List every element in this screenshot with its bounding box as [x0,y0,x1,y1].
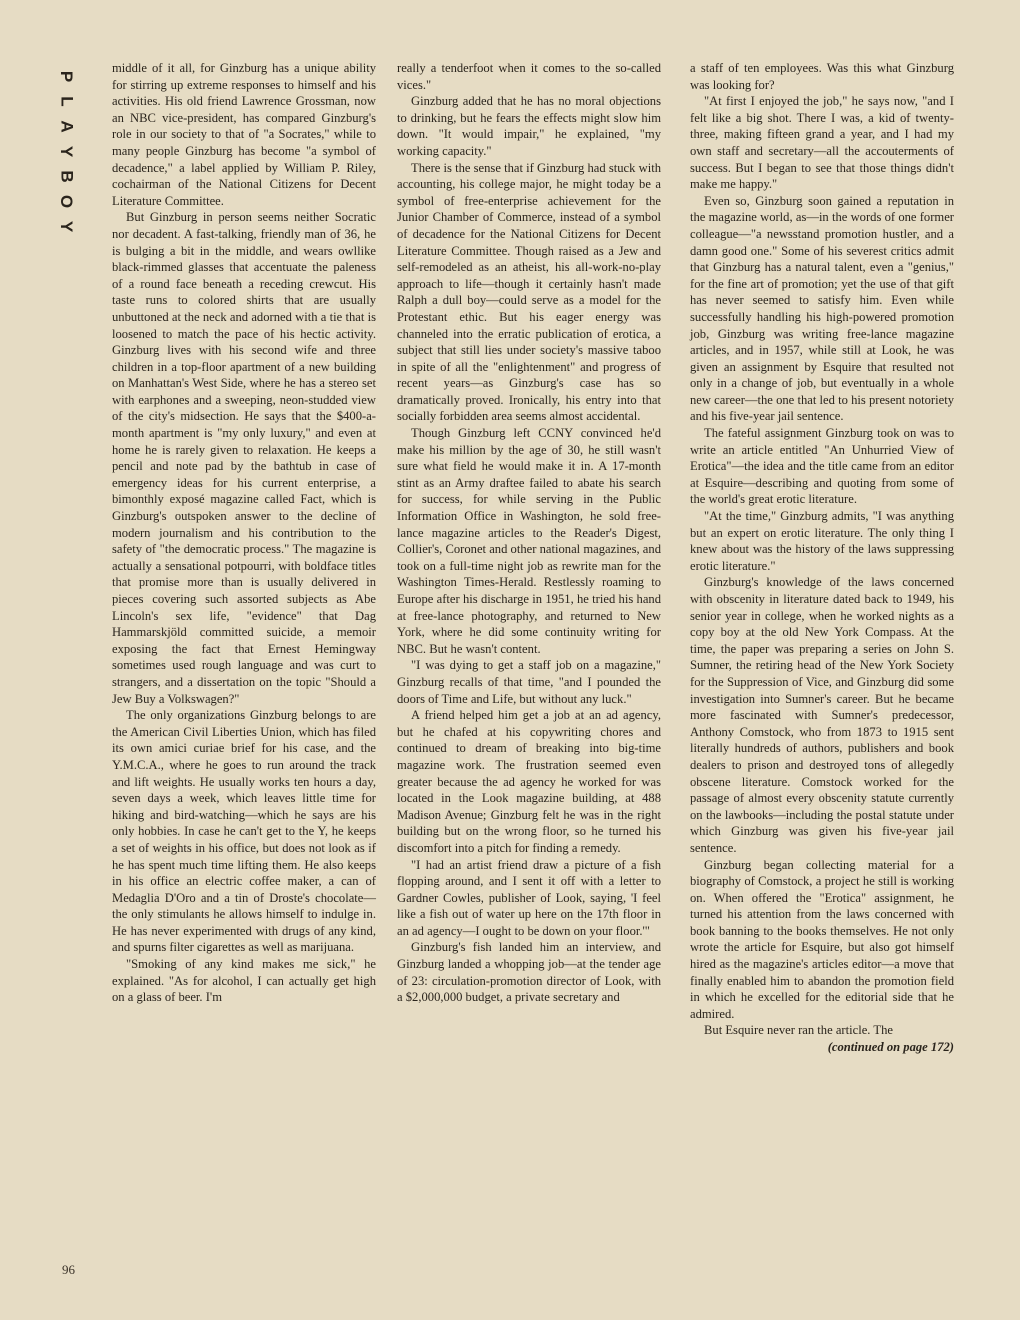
masthead-letter: Y [57,145,77,158]
paragraph: "I had an artist friend draw a picture of a fish flopping around, and I sent it off with a letter to Gardner Cowles, publisher of Look, saying, 'I feel like a fish out of water up here on the 17th floor in an ad agency—I ought to be down on your floor.'" [397,857,661,938]
text-column-3 [690,60,954,1056]
paragraph: Ginzburg added that he has no moral objections to drinking, but he fears the effects might slow him down. "It would impair," he explained, "my working capacity." [397,94,661,158]
paragraph: But Ginzburg in person seems neither Socratic nor decadent. A fast-talking, friendly man of 36, he is bulging a bit in the middle, and wears owllike black-rimmed glasses that accentuate the paleness of a round face beneath a receding crewcut. His taste runs to colored shirts that are usually unbuttoned at the neck and adorned with a tie that is loosened to match the pace of his hectic activity. Ginzburg lives with his second wife and three children in a top-floor apartment of a new building on Manhattan's West Side, where he has a stereo set with earphones and a sweeping, neon-studded view of the city's midsection. He says that the $400-a-month apartment is "my only luxury," and even at home he is rarely given to relaxation. He keeps a pencil and note pad by the bathtub in case of emergency ideas for his current enterprise, a bimonthly exposé magazine called Fact, which is Ginzburg's outspoken answer to the decline of modern journalism and his contribution to the safety of "the democratic process." The magazine is actually a sensational potpourri, with boldface titles that promise more than is usually delivered in pieces covering such assorted subjects as Abe Lincoln's sex life, "evidence" that Dag Hammarskjöld committed suicide, a memoir exposing the fact that Ernest Hemingway sometimes used rough language and was curt to strangers, and a dissertation on the topic "Should a Jew Buy a Volkswagen?" [112,210,376,706]
paragraph: The only organizations Ginzburg belongs to are the American Civil Liberties Union, which has filed its own amici curiae brief for his case, and the Y.M.C.A., where he goes to run around the track and lift weights. He usually works ten hours a day, seven days a week, which leaves little time for hiking and bird-watching—which he says are his only hobbies. In case he can't get to the Y, he keeps a set of weights in his office, but does not look as if he has spent much time lifting them. He also keeps in his office an electric coffee maker, a can of Medaglia D'Oro and a tin of Droste's chocolate—the only stimulants he allows himself to indulge in. He has never experimented with drugs of any kind, and spurns filter cigarettes as well as marijuana. [112,708,376,955]
paragraph: "I was dying to get a staff job on a magazine," Ginzburg recalls of that time, "and I pounded the doors of Time and Life, but without any luck." [397,658,661,706]
page-number: 96 [62,1262,75,1277]
paragraph: a staff of ten employees. Was this what Ginzburg was looking for? [690,61,954,92]
masthead-letter: O [57,194,77,209]
paragraph: "Smoking of any kind makes me sick," he explained. "As for alcohol, I can actually get high on a glass of beer. I'm [112,957,376,1005]
masthead-vertical [56,64,78,239]
paragraph: Ginzburg began collecting material for a biography of Comstock, a project he still is working on. When offered the "Erotica" assignment, he turned his attention from the laws concerned with book banning to the books themselves. He not only wrote the article for Esquire, but also got himself hired as the magazine's articles editor—a move that finally enabled him to abandon the promotion field in which he excelled for the editorial side that he admired. [690,857,954,1021]
paragraph: Though Ginzburg left CCNY convinced he'd make his million by the age of 30, he still wasn't sure what field he would make it in. A 17-month stint as an Army draftee failed to abate his search for success, for while serving in the Public Information Office in Washington, he sold free-lance magazine articles to the Reader's Digest, Collier's, Coronet and other national magazines, and took on a full-time night job as rewrite man for the Washington Times-Herald. Restlessly roaming to Europe after his discharge in 1951, he tried his hand at free-lance photography, and returned to New York, where he did some continuity writing for NBC. But he wasn't content. [397,426,661,656]
masthead-letter: Y [57,220,77,233]
paragraph: There is the sense that if Ginzburg had stuck with accounting, his college major, he might today be a symbol of free-enterprise achievement for the Junior Chamber of Commerce, instead of a symbol of decadence for the National Citizens for Decent Literature Committee. Though raised as a Jew and self-remodeled as an atheist, his all-work-no-play approach to life—though it certainly hasn't made Ralph a dull boy—could serve as a model for the Protestant ethic. But his eager energy was channeled into the erratic publication of erotica, a subject that still lies under society's massive taboo in spite of all the "enlightenment" and progress of recent years—as Ginzburg's case has so dramatically proved. Ironically, his entry into that socially forbidden area seems almost accidental. [397,160,661,424]
paragraph: middle of it all, for Ginzburg has a unique ability for stirring up extreme responses to himself and his activities. His old friend Lawrence Grossman, now an NBC vice-president, has compared Ginzburg's role in our society to that of "a Socrates," while to many people Ginzburg has become "a symbol of decadence," a label applied by William P. Riley, cochairman of the National Citizens for Decent Literature Committee. [112,61,376,208]
paragraph: Ginzburg's knowledge of the laws concerned with obscenity in literature dated back to 1949, his senior year in college, when he worked nights as a copy boy at the old New York Compass. At the time, the paper was preparing a series on John S. Sumner, the retiring head of the New York Society for the Suppression of Vice, and Ginzburg did some investigation into Sumner's career. But he became more fascinated with Sumner's predecessor, Anthony Comstock, who from 1873 to 1915 sent literally hundreds of authors, publishers and book dealers to prison and destroyed tons of allegedly obscene literature. Comstock worked for the passage of almost every obscenity statute currently on the lawbooks—including the postal statute under which Ginzburg was given his five-year jail sentence. [690,575,954,855]
masthead-letter: P [57,70,77,83]
paragraph: Even so, Ginzburg soon gained a reputation in the magazine world, as—in the words of one former colleague—"a newsstand promotion hustler, and a damn good one." Some of his severest critics admit that Ginzburg has a natural talent, even a "genius," for the fine art of promotion; yet the use of that gift has never seemed to satisfy him. Even while successfully handling his high-powered promotion job, Ginzburg was writing free-lance magazine articles, and in 1957, while still at Look, he was given an assignment by Esquire that resulted not only in a change of job, but eventually in a whole new career—the one that led to his present notoriety and his five-year jail sentence. [690,193,954,424]
continued-note: (continued on page 172) [827,1040,954,1055]
paragraph: really a tenderfoot when it comes to the so-called vices." [397,61,661,92]
paragraph: The fateful assignment Ginzburg took on was to write an article entitled "An Unhurried View of Erotica"—the idea and the title came from an editor at Esquire—describing and quoting from some of the world's great erotic literature. [690,426,954,507]
masthead-letter: L [57,96,77,107]
paragraph: But Esquire never ran the article. The [704,1023,893,1038]
paragraph: "At the time," Ginzburg admits, "I was anything but an expert on erotic literature. The only thing I knew about was the history of the laws suppressing erotic literature." [690,509,954,573]
text-column-2 [397,60,661,1006]
paragraph: "At first I enjoyed the job," he says now, "and I felt like a big shot. There I was, a kid of twenty-three, making fifteen grand a year, and I had my own staff and secretary—all the accouterments of success. But I began to see that those things didn't make me happy." [690,94,954,192]
text-column-1 [112,60,376,1006]
paragraph: A friend helped him get a job at an ad agency, but he chafed at his copywriting chores and continued to dream of breaking into big-time magazine work. The frustration seemed even greater because the ad agency he worked for was located in the Look magazine building, at 488 Madison Avenue; Ginzburg felt he was in the right building but on the wrong floor, so he turned his discomfort into a pitch for finding a remedy. [397,708,661,855]
paragraph: Ginzburg's fish landed him an interview, and Ginzburg landed a whopping job—at the tender age of 23: circulation-promotion director of Look, with a $2,000,000 budget, a private secretary and [397,940,661,1005]
masthead-letter: A [57,120,77,133]
masthead-letter: B [57,170,77,183]
